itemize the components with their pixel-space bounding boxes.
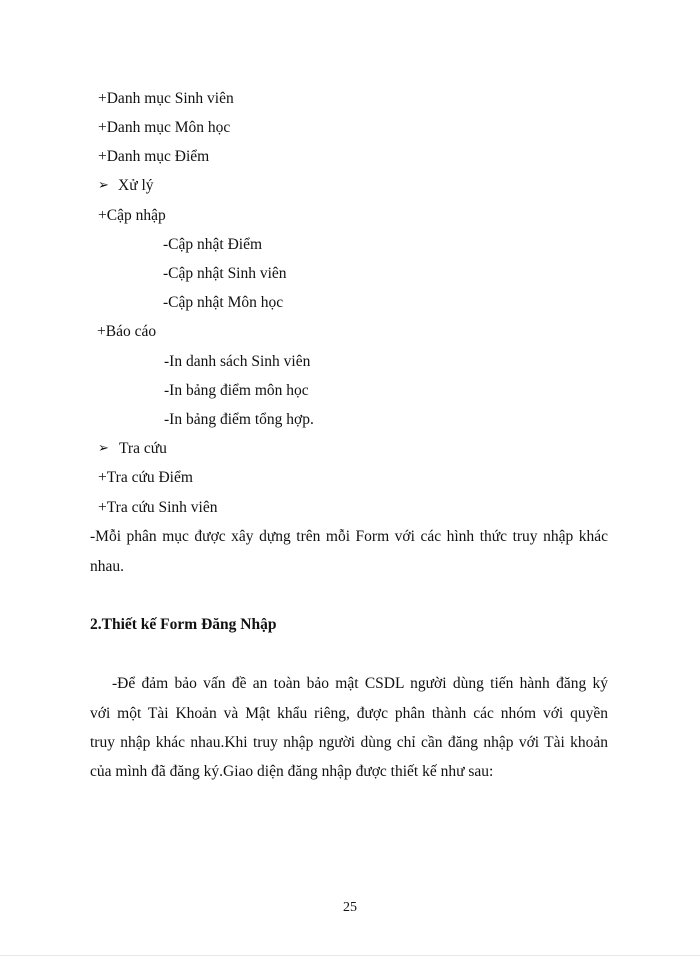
paragraph-line-3: truy nhập khác nhau.Khi truy nhập người dùng chỉ cần đăng nhập với Tài khoản bbox=[90, 734, 608, 751]
line-tra-cuu: Tra cứu bbox=[119, 440, 167, 457]
page-number: 25 bbox=[343, 900, 357, 915]
note-line-2: nhau. bbox=[90, 558, 125, 575]
line-cap-nhat-sinh-vien: -Cập nhật Sinh viên bbox=[163, 265, 287, 282]
line-cap-nhap: +Cập nhập bbox=[98, 207, 166, 224]
page-bottom-edge bbox=[0, 955, 700, 956]
line-tra-cuu-sinh-vien: +Tra cứu Sinh viên bbox=[98, 499, 218, 516]
section-heading: 2.Thiết kế Form Đăng Nhập bbox=[90, 616, 277, 633]
arrow-bullet-icon: ➢ bbox=[98, 178, 109, 193]
note-line-1: -Mỗi phân mục được xây dựng trên mỗi Form với các hình thức truy nhập khác bbox=[90, 528, 608, 545]
line-danh-muc-sinh-vien: +Danh mục Sinh viên bbox=[98, 90, 234, 107]
paragraph-line-1: -Để đảm bảo vấn đề an toàn bảo mật CSDL người dùng tiến hành đăng ký bbox=[112, 675, 608, 692]
line-danh-muc-mon-hoc: +Danh mục Môn học bbox=[98, 119, 231, 136]
line-cap-nhat-diem: -Cập nhật Điểm bbox=[163, 236, 263, 253]
line-cap-nhat-mon-hoc: -Cập nhật Môn học bbox=[163, 294, 284, 311]
line-xu-ly: Xử lý bbox=[118, 177, 154, 194]
paragraph-line-2: với một Tài Khoản và Mật khẩu riêng, được phân thành các nhóm với quyền bbox=[90, 705, 608, 722]
paragraph-line-4: của mình đã đăng ký.Giao diện đăng nhập được thiết kế như sau: bbox=[90, 763, 494, 780]
line-in-danh-sach: -In danh sách Sinh viên bbox=[164, 353, 311, 370]
line-tra-cuu-diem: +Tra cứu Điểm bbox=[98, 469, 193, 486]
line-in-bang-diem-tong: -In bảng điểm tổng hợp. bbox=[164, 411, 314, 428]
arrow-bullet-icon: ➢ bbox=[98, 441, 109, 456]
line-danh-muc-diem: +Danh mục Điểm bbox=[98, 148, 210, 165]
line-in-bang-diem-mon: -In bảng điểm môn học bbox=[164, 382, 309, 399]
line-bao-cao: +Báo cáo bbox=[97, 323, 157, 340]
